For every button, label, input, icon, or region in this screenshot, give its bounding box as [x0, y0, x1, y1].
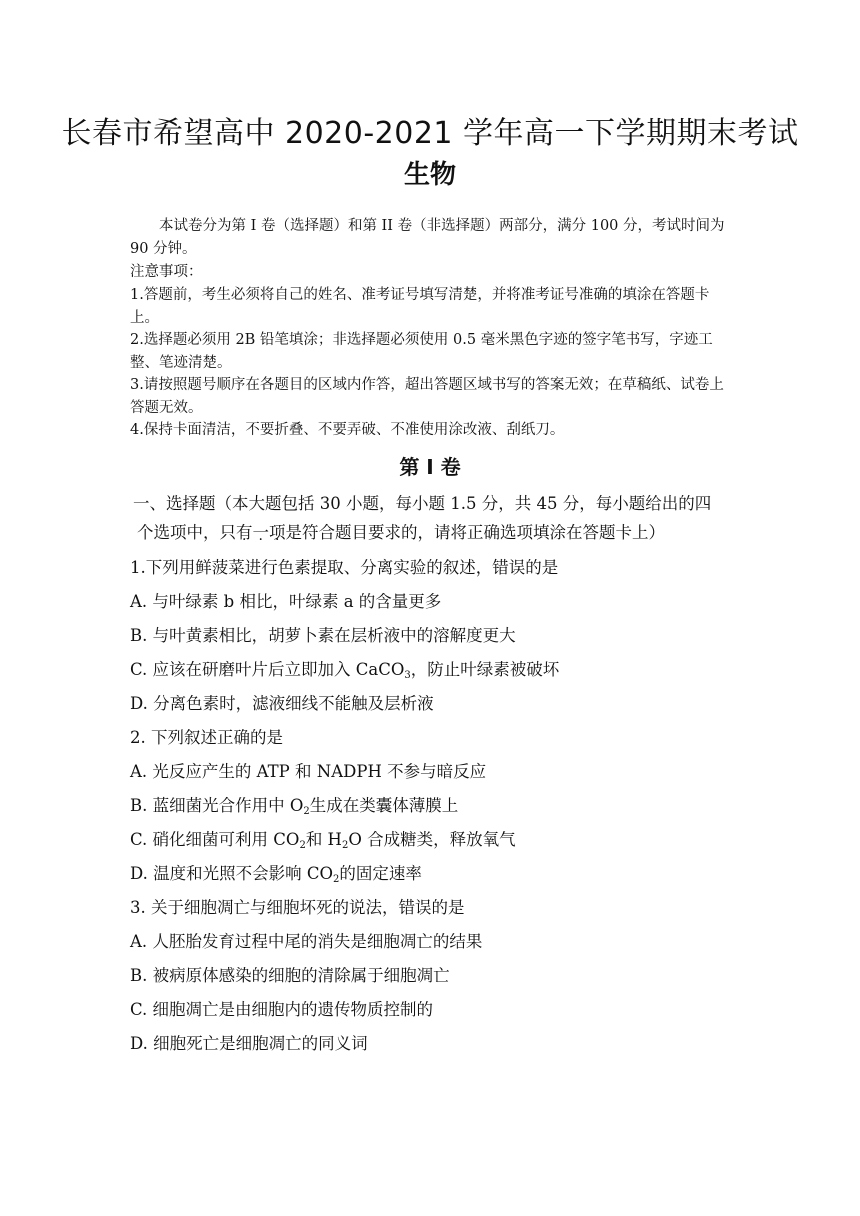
note-item: 3.请按照题号顺序在各题目的区域内作答，超出答题区域书写的答案无效；在草稿纸、试卷上答题无效。: [130, 377, 724, 416]
note-item: 1.答题前，考生必须将自己的姓名、准考证号填写清楚，并将准考证号准确的填涂在答题卡上。: [130, 287, 710, 326]
subscript: 2: [299, 840, 306, 851]
question-1-option-b: B. 与叶黄素相比，胡萝卜素在层析液中的溶解度更大: [130, 626, 516, 645]
question-3-option-b: B. 被病原体感染的细胞的清除属于细胞凋亡: [130, 966, 450, 985]
option-text: C. 应该在研磨叶片后立即加入 CaCO: [130, 660, 405, 679]
section-title: 第 I 卷: [399, 455, 461, 479]
question-2-stem: 2. 下列叙述正确的是: [130, 728, 283, 747]
emphasis-char: 有: [236, 523, 253, 542]
question-3-option-d: D. 细胞死亡是细胞凋亡的同义词: [130, 1034, 368, 1053]
instruction-text: 是符合题目要求的，请将正确选项填涂在答题卡上）: [285, 523, 665, 542]
intro-paragraph: 本试卷分为第 I 卷（选择题）和第 II 卷（非选择题）两部分，满分 100 分，考试时间为 90 分钟。: [130, 218, 725, 257]
question-2-option-d: [130, 862, 740, 892]
option-text: 的固定速率: [339, 864, 422, 883]
option-text: C. 硝化细菌可利用 CO: [130, 830, 300, 849]
option-text: D. 温度和光照不会影响 CO: [130, 864, 334, 883]
option-text: B. 蓝细菌光合作用中 O: [130, 796, 304, 815]
option-text: 生成在类囊体薄膜上: [309, 796, 459, 815]
emphasis-char: 一: [252, 523, 269, 542]
question-1-stem: 1.下列用鲜菠菜进行色素提取、分离实验的叙述，错误的是: [130, 558, 559, 577]
question-2-option-c: [130, 828, 740, 858]
question-3-option-c: C. 细胞凋亡是由细胞内的遗传物质控制的: [130, 1000, 434, 1019]
question-3-option-a: A. 人胚胎发育过程中尾的消失是细胞凋亡的结果: [130, 932, 483, 951]
question-1-option-c: [130, 658, 740, 688]
subscript: 2: [341, 840, 349, 851]
emphasis-char: 项: [269, 523, 286, 542]
option-text: 和 H: [305, 830, 342, 849]
exam-title: 长春市希望高中 2020-2021 学年高一下学期期末考试: [61, 116, 799, 151]
option-text: ，防止叶绿素被破坏: [410, 660, 560, 679]
exam-subject: 生物: [403, 160, 456, 190]
section-instruction-line2: [137, 519, 742, 547]
subscript: 2: [333, 874, 340, 885]
question-2-option-b: [130, 794, 740, 824]
question-2-option-a: A. 光反应产生的 ATP 和 NADPH 不参与暗反应: [130, 762, 487, 781]
subscript: 2: [303, 806, 310, 817]
note-item: 4.保持卡面清洁，不要折叠、不要弄破、不准使用涂改液、刮纸刀。: [130, 422, 565, 438]
subscript: 3: [404, 670, 411, 681]
notes-heading: 注意事项：: [130, 264, 203, 280]
question-1-option-a: A. 与叶绿素 b 相比，叶绿素 a 的含量更多: [130, 592, 442, 611]
instruction-text: 个选项中，只: [137, 523, 236, 542]
option-text: O 合成糖类，释放氧气: [348, 830, 516, 849]
note-item: 2.选择题必须用 2B 铅笔填涂；非选择题必须使用 0.5 毫米黑色字迹的签字笔书写，字迹工整、笔迹清楚。: [130, 332, 713, 371]
question-3-stem: 3. 关于细胞凋亡与细胞坏死的说法，错误的是: [130, 898, 465, 917]
section-instruction-line1: 一、选择题（本大题包括 30 小题，每小题 1.5 分，共 45 分，每小题给出的四: [133, 494, 712, 513]
question-1-option-d: D. 分离色素时，滤液细线不能触及层析液: [130, 694, 434, 713]
